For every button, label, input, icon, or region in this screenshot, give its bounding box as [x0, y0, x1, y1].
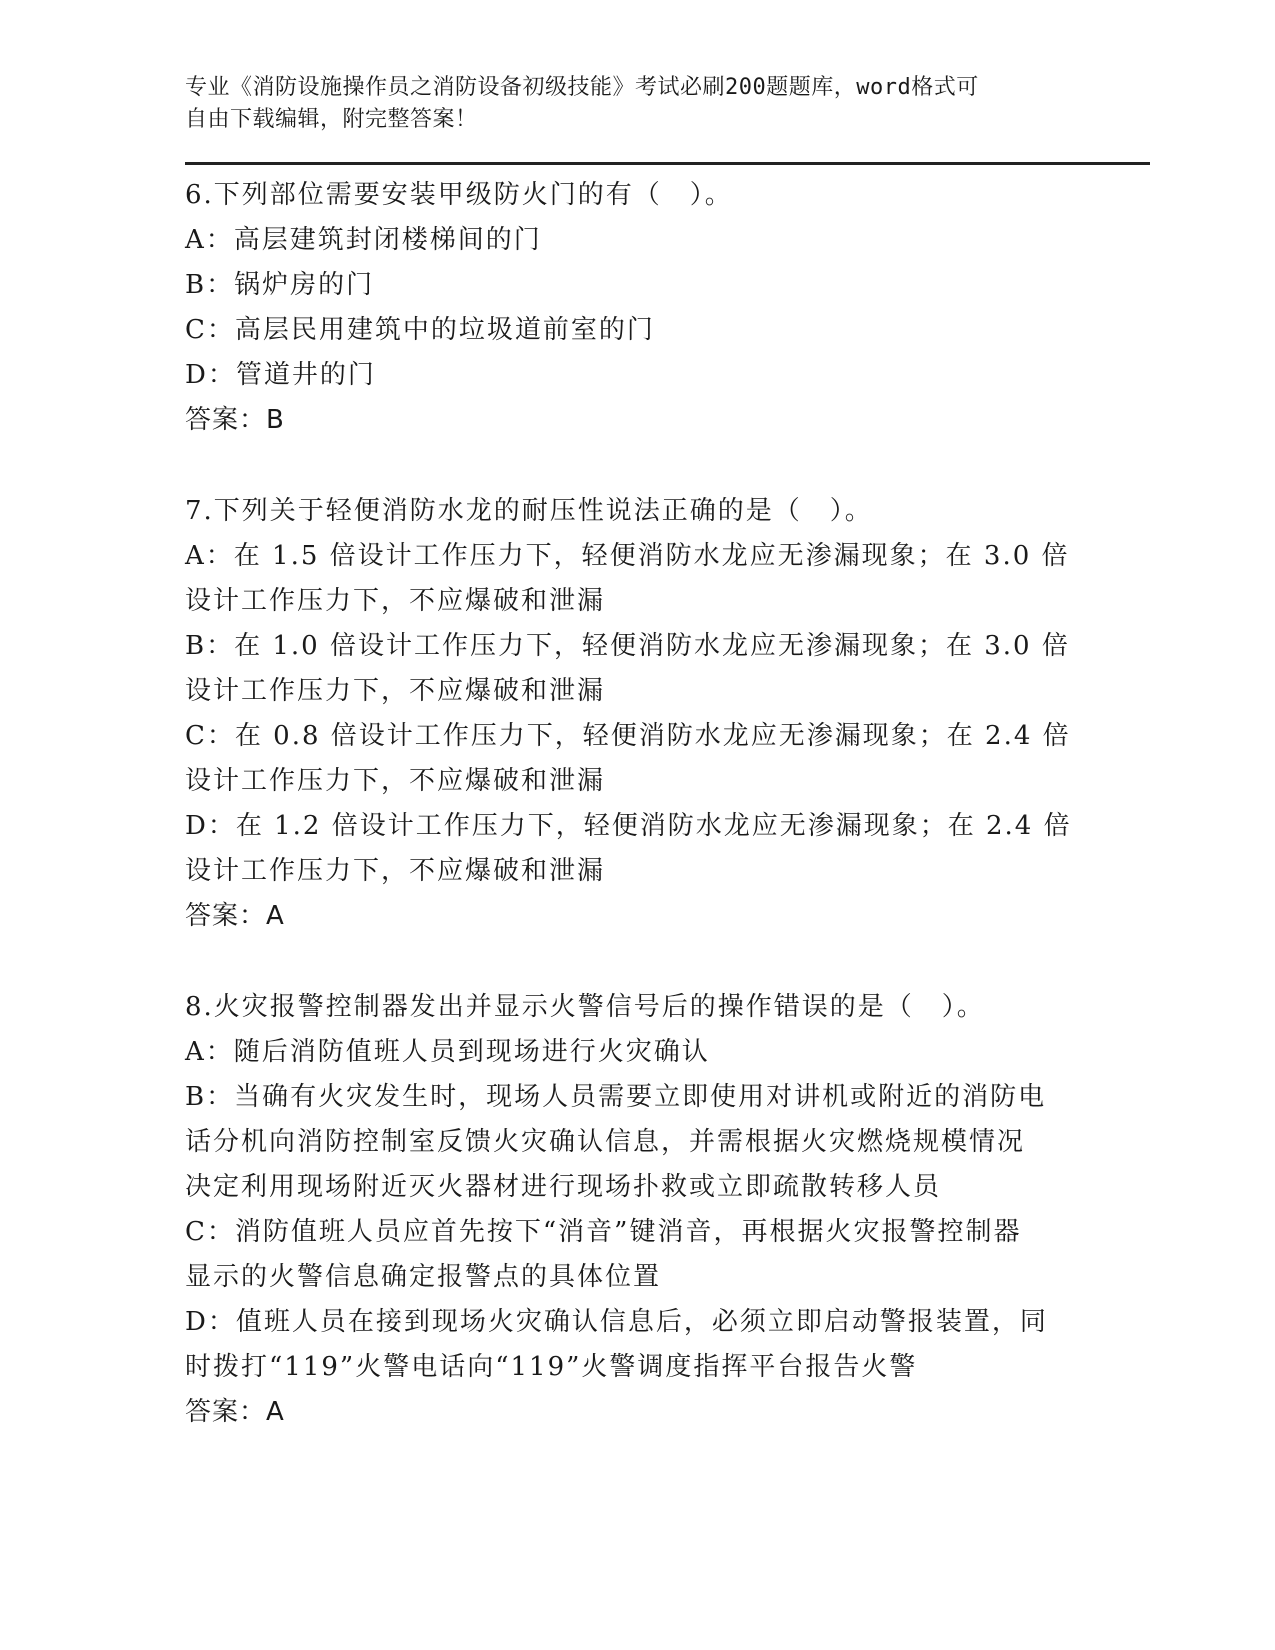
option-a — [185, 218, 1165, 263]
option-b — [185, 1075, 1165, 1210]
document-page — [185, 72, 1165, 1481]
answer-label: 答案：A — [185, 901, 285, 931]
header-line-1: 专业《消防设施操作员之消防设备初级技能》考试必刷200题题库，word格式可 — [185, 75, 979, 100]
header-line-2: 自由下载编辑，附完整答案！ — [185, 107, 478, 132]
option-c — [185, 308, 1165, 353]
document-header — [185, 72, 1065, 136]
option-line: D：值班人员在接到现场火灾确认信息后，必须立即启动警报装置，同 — [185, 1307, 1048, 1337]
option-line: 时拨打“119”火警电话向“119”火警调度指挥平台报告火警 — [185, 1352, 918, 1382]
option-line: D：在 1.2 倍设计工作压力下，轻便消防水龙应无渗漏现象；在 2.4 倍 — [185, 811, 1072, 841]
option-line: 设计工作压力下，不应爆破和泄漏 — [185, 586, 606, 616]
answer-label: 答案：B — [185, 405, 285, 435]
option-line: 设计工作压力下，不应爆破和泄漏 — [185, 676, 606, 706]
option-line: 设计工作压力下，不应爆破和泄漏 — [185, 766, 606, 796]
option-line: B：当确有火灾发生时，现场人员需要立即使用对讲机或附近的消防电 — [185, 1082, 1047, 1112]
option-line: C：在 0.8 倍设计工作压力下，轻便消防水龙应无渗漏现象；在 2.4 倍 — [185, 721, 1071, 751]
option-d — [185, 353, 1165, 398]
option-c — [185, 714, 1165, 804]
option-line: B：在 1.0 倍设计工作压力下，轻便消防水龙应无渗漏现象；在 3.0 倍 — [185, 631, 1070, 661]
option-line: 设计工作压力下，不应爆破和泄漏 — [185, 856, 606, 886]
header-divider — [185, 162, 1150, 165]
option-line: C：高层民用建筑中的垃圾道前室的门 — [185, 315, 655, 345]
question-stem: 6.下列部位需要安装甲级防火门的有（ ）。 — [185, 180, 733, 210]
option-line: 决定利用现场附近灭火器材进行现场扑救或立即疏散转移人员 — [185, 1172, 942, 1202]
question-list — [185, 173, 1165, 1435]
question-6 — [185, 173, 1165, 443]
option-b — [185, 263, 1165, 308]
option-d — [185, 804, 1165, 894]
option-b — [185, 624, 1165, 714]
option-line: 话分机向消防控制室反馈火灾确认信息，并需根据火灾燃烧规模情况 — [185, 1127, 1026, 1157]
question-stem: 7.下列关于轻便消防水龙的耐压性说法正确的是（ ）。 — [185, 496, 873, 526]
option-line: 显示的火警信息确定报警点的具体位置 — [185, 1262, 662, 1292]
answer-label: 答案：A — [185, 1397, 285, 1427]
option-line: D：管道井的门 — [185, 360, 376, 390]
question-stem: 8.火灾报警控制器发出并显示火警信号后的操作错误的是（ ）。 — [185, 992, 985, 1022]
option-d — [185, 1300, 1165, 1390]
option-line: A：随后消防值班人员到现场进行火灾确认 — [185, 1037, 710, 1067]
option-line: B：锅炉房的门 — [185, 270, 375, 300]
option-a — [185, 534, 1165, 624]
question-8 — [185, 985, 1165, 1435]
option-line: C：消防值班人员应首先按下“消音”键消音，再根据火灾报警控制器 — [185, 1217, 1022, 1247]
option-a — [185, 1030, 1165, 1075]
option-line: A：在 1.5 倍设计工作压力下，轻便消防水龙应无渗漏现象；在 3.0 倍 — [185, 541, 1070, 571]
option-line: A：高层建筑封闭楼梯间的门 — [185, 225, 542, 255]
question-7 — [185, 489, 1165, 939]
option-c — [185, 1210, 1165, 1300]
